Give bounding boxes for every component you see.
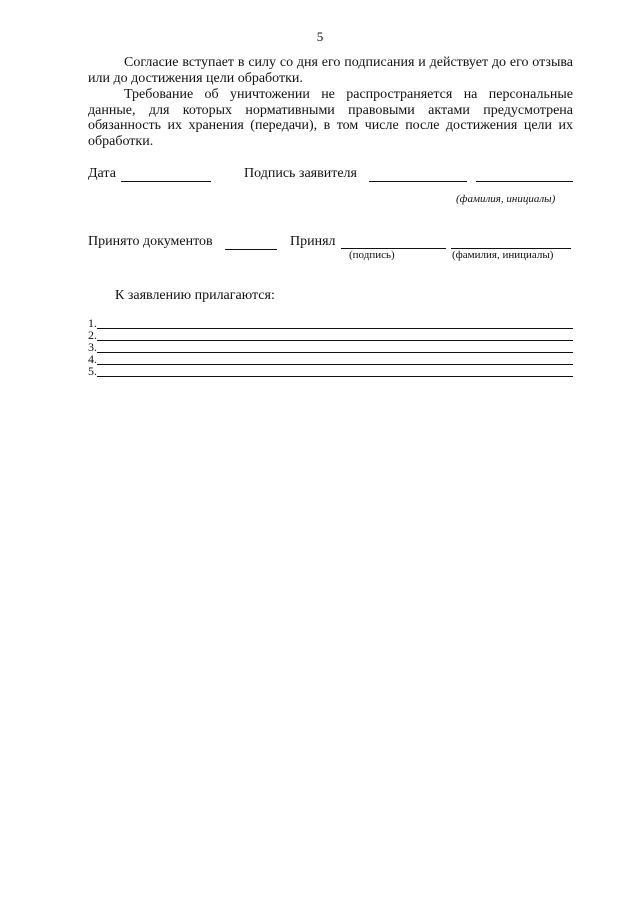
signature-caption: (подпись) xyxy=(349,249,395,261)
date-field-line[interactable] xyxy=(121,181,211,182)
applicant-name-line[interactable] xyxy=(476,181,573,182)
page-number: 5 xyxy=(316,29,324,44)
attachment-number: 3. xyxy=(88,340,97,354)
attachment-item-5[interactable] xyxy=(88,365,573,378)
documents-accepted-label: Принято документов xyxy=(88,234,213,249)
attachments-title: К заявлению прилагаются: xyxy=(115,288,275,303)
attachment-number: 2. xyxy=(88,328,97,342)
accepted-by-name-caption: (фамилия, инициалы) xyxy=(452,249,554,261)
applicant-signature-label: Подпись заявителя xyxy=(244,166,357,181)
destruction-requirement-paragraph: Требование об уничтожении не распространяется на персональные данные, для которых нормативными правовыми актами предусмотрена обязанность их хранения (передачи), в том числе после достижения цели их обработки. xyxy=(88,87,573,149)
consent-paragraph: Согласие вступает в силу со дня его подписания и действует до его отзыва или до достижения цели обработки. xyxy=(88,55,573,86)
attachment-number: 5. xyxy=(88,364,97,378)
date-label: Дата xyxy=(88,166,116,181)
applicant-signature-line[interactable] xyxy=(369,181,467,182)
attachment-number: 1. xyxy=(88,316,97,330)
documents-count-line[interactable] xyxy=(225,249,277,250)
accepted-by-label: Принял xyxy=(290,234,336,249)
attachment-number: 4. xyxy=(88,352,97,366)
applicant-name-caption: (фамилия, инициалы) xyxy=(456,193,556,205)
attachment-line[interactable] xyxy=(97,376,573,377)
